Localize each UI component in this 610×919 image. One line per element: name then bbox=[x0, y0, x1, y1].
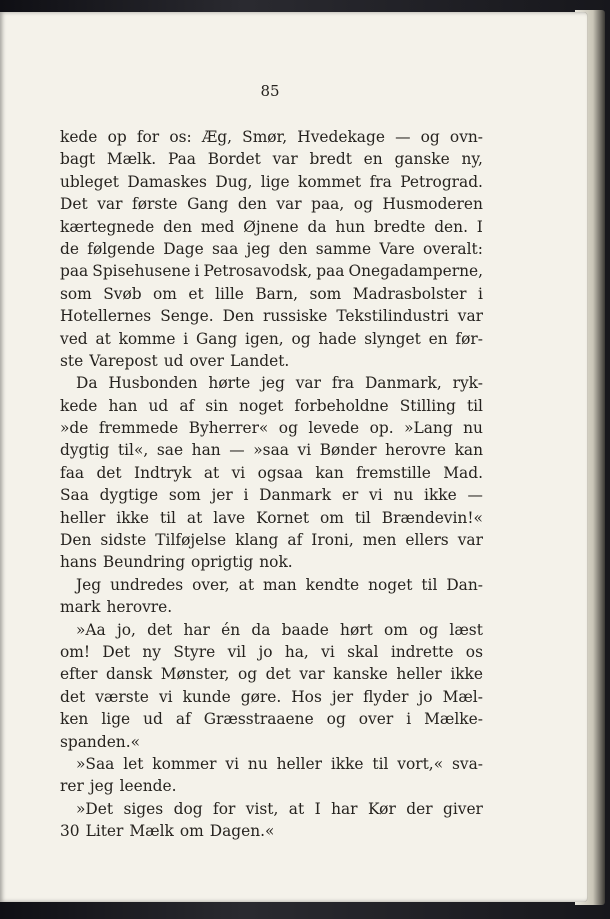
word: Indtryk bbox=[134, 463, 192, 482]
word: at bbox=[203, 463, 220, 482]
word: let bbox=[123, 754, 144, 773]
word: kærtegnede bbox=[60, 217, 155, 236]
word: da bbox=[251, 620, 271, 639]
word: — bbox=[229, 441, 245, 460]
word: en bbox=[363, 150, 383, 169]
word: læst bbox=[449, 620, 483, 639]
word: da bbox=[307, 217, 327, 236]
word: heller bbox=[396, 665, 442, 684]
text-line bbox=[60, 305, 483, 327]
word: noget bbox=[368, 575, 413, 594]
word: det bbox=[60, 687, 86, 706]
text-line bbox=[60, 216, 483, 238]
word: baade bbox=[281, 620, 329, 639]
word: det bbox=[147, 620, 173, 639]
text-line bbox=[60, 551, 483, 573]
word: nu bbox=[463, 419, 483, 438]
word: ovn- bbox=[449, 128, 483, 146]
word: Jeg bbox=[76, 575, 102, 594]
word: den bbox=[237, 195, 267, 214]
word: slynget bbox=[364, 329, 421, 348]
word: kede bbox=[60, 128, 98, 146]
word: Gang bbox=[187, 195, 229, 214]
text-line bbox=[60, 148, 483, 170]
word: til bbox=[354, 508, 371, 527]
word: I bbox=[476, 217, 483, 236]
text-line bbox=[60, 507, 483, 529]
word: af bbox=[179, 396, 195, 415]
word: Den bbox=[222, 307, 255, 326]
word: lige bbox=[101, 710, 131, 729]
word: Dug, bbox=[215, 172, 253, 191]
text-line bbox=[60, 484, 483, 506]
word: ha, bbox=[284, 642, 309, 661]
word: og bbox=[420, 128, 440, 146]
word: oprigtig bbox=[191, 553, 254, 572]
word: kede bbox=[60, 396, 98, 415]
word: af bbox=[287, 531, 303, 550]
word: og bbox=[353, 195, 373, 214]
word: over bbox=[189, 351, 224, 370]
text-line bbox=[60, 529, 483, 551]
word: Bønder bbox=[319, 441, 377, 460]
word: os: bbox=[169, 128, 192, 146]
word: Gang bbox=[195, 329, 238, 348]
word: var bbox=[272, 150, 298, 169]
word: var bbox=[97, 195, 123, 214]
word: Styre bbox=[173, 642, 216, 661]
text-line bbox=[60, 686, 483, 708]
word: ud bbox=[143, 710, 163, 729]
word: ubleget bbox=[60, 172, 119, 191]
word: Hvedekage bbox=[297, 128, 385, 146]
word: var bbox=[457, 307, 483, 326]
word: Senge. bbox=[160, 307, 214, 326]
word: ellers bbox=[405, 531, 449, 550]
word: om bbox=[383, 620, 408, 639]
word: Ironi, bbox=[311, 531, 354, 550]
word: Danmark, bbox=[364, 374, 442, 393]
word: var bbox=[299, 665, 325, 684]
word: vi bbox=[321, 642, 335, 661]
word: kendte bbox=[305, 575, 360, 594]
word: Mæl- bbox=[442, 687, 483, 706]
word: Petrograd. bbox=[400, 172, 483, 191]
word: kunde bbox=[182, 687, 231, 706]
word: jeg bbox=[89, 777, 114, 796]
word: Øjnene bbox=[243, 217, 299, 236]
word: Petrosavodsk, bbox=[203, 262, 313, 281]
text-line bbox=[60, 395, 483, 417]
text-line bbox=[60, 820, 483, 842]
word: faa bbox=[60, 463, 85, 482]
word: op bbox=[107, 128, 127, 146]
text-line bbox=[60, 798, 483, 820]
word: nok. bbox=[259, 553, 293, 572]
word: Dagen.« bbox=[209, 822, 275, 841]
text-line bbox=[60, 283, 483, 305]
word: »de bbox=[60, 419, 89, 438]
word: kommet bbox=[298, 172, 362, 191]
word: vi bbox=[225, 754, 240, 773]
text-line bbox=[60, 619, 483, 641]
word: til bbox=[372, 754, 389, 773]
word: med bbox=[200, 217, 235, 236]
word: sva- bbox=[451, 754, 483, 773]
word: kanske bbox=[333, 665, 388, 684]
word: Mælke- bbox=[424, 710, 483, 729]
word: at bbox=[186, 508, 203, 527]
word: han bbox=[191, 441, 221, 460]
word: over bbox=[358, 710, 394, 729]
word: ikke bbox=[330, 754, 364, 773]
word: hans bbox=[60, 553, 97, 572]
word: efter bbox=[60, 665, 98, 684]
word: om bbox=[319, 508, 344, 527]
word: at bbox=[288, 799, 305, 818]
word: om! bbox=[60, 642, 91, 661]
word: Den bbox=[60, 531, 92, 550]
word: gøre. bbox=[240, 687, 282, 706]
text-line bbox=[60, 462, 483, 484]
word: bredte bbox=[373, 217, 426, 236]
word: ganske bbox=[394, 150, 450, 169]
word: noget bbox=[239, 396, 284, 415]
word: Da bbox=[76, 374, 98, 393]
word: til«, bbox=[117, 441, 149, 460]
word: »Saa bbox=[76, 754, 115, 773]
word: fremmede bbox=[98, 419, 179, 438]
word: skal bbox=[347, 642, 379, 661]
word: undredes bbox=[110, 575, 184, 594]
word: komme bbox=[118, 329, 176, 348]
word: op. bbox=[369, 419, 394, 438]
word: herovre. bbox=[106, 598, 173, 617]
text-line bbox=[60, 574, 483, 596]
word: saa bbox=[212, 239, 239, 258]
text-line bbox=[60, 193, 483, 215]
word: og bbox=[419, 620, 439, 639]
word: af bbox=[175, 710, 191, 729]
word: kan bbox=[315, 463, 344, 482]
word: Kør bbox=[367, 799, 396, 818]
word: samme bbox=[315, 239, 372, 258]
word: for bbox=[136, 128, 160, 146]
word: Liter bbox=[85, 822, 124, 841]
word: »Aa bbox=[76, 620, 106, 639]
word: russiske bbox=[263, 307, 328, 326]
word: vi bbox=[369, 486, 383, 505]
word: Byherrer« bbox=[188, 419, 269, 438]
word: og bbox=[326, 710, 346, 729]
word: Kornet bbox=[256, 508, 310, 527]
text-line bbox=[60, 171, 483, 193]
word: nu bbox=[393, 486, 414, 505]
word: de bbox=[60, 239, 79, 258]
word: vi bbox=[158, 687, 173, 706]
word: Onegadamperne, bbox=[348, 262, 483, 281]
word: Beundring bbox=[102, 553, 186, 572]
word: overalt: bbox=[423, 239, 483, 258]
word: »Det bbox=[76, 799, 114, 818]
word: heller bbox=[60, 508, 106, 527]
word: én bbox=[221, 620, 241, 639]
word: lille bbox=[215, 284, 244, 303]
word: Æg, bbox=[201, 128, 232, 146]
word: var bbox=[295, 374, 321, 393]
word: han bbox=[108, 396, 138, 415]
word: om bbox=[153, 284, 177, 303]
word: jo bbox=[418, 687, 433, 706]
word: Vare bbox=[379, 239, 415, 258]
word: er bbox=[341, 486, 359, 505]
word: følgende bbox=[87, 239, 155, 258]
word: jo, bbox=[116, 620, 136, 639]
text-line bbox=[60, 126, 483, 148]
word: ny, bbox=[461, 150, 483, 169]
word: siges bbox=[123, 799, 164, 818]
word: Mælk. bbox=[106, 150, 157, 169]
word: har bbox=[331, 799, 358, 818]
word: var bbox=[276, 195, 302, 214]
word: der bbox=[406, 799, 433, 818]
text-line bbox=[60, 775, 483, 797]
text-line bbox=[60, 350, 483, 372]
word: »Lang bbox=[404, 419, 453, 438]
book-page bbox=[0, 12, 588, 902]
word: og bbox=[291, 329, 311, 348]
word: hørte bbox=[208, 374, 251, 393]
word: 30 bbox=[60, 822, 80, 841]
word: dansk bbox=[106, 665, 153, 684]
word: Barn, bbox=[255, 284, 299, 303]
word: Spisehusene bbox=[92, 262, 191, 281]
word: heller bbox=[276, 754, 322, 773]
word: vist, bbox=[245, 799, 279, 818]
body-text bbox=[60, 126, 483, 843]
word: — bbox=[395, 128, 411, 146]
word: men bbox=[362, 531, 397, 550]
page-number: 85 bbox=[260, 82, 280, 100]
word: dygtig bbox=[60, 441, 110, 460]
word: jer bbox=[211, 486, 233, 505]
word: bredt bbox=[309, 150, 352, 169]
word: ikke bbox=[450, 665, 483, 684]
text-line bbox=[60, 663, 483, 685]
word: Svøb bbox=[103, 284, 142, 303]
word: spanden.« bbox=[60, 732, 141, 751]
word: Hos bbox=[291, 687, 322, 706]
word: i bbox=[406, 710, 412, 729]
word: paa bbox=[60, 262, 89, 281]
word: ny bbox=[142, 642, 161, 661]
word: Varepost bbox=[89, 351, 158, 370]
word: klang bbox=[235, 531, 279, 550]
word: en bbox=[428, 329, 448, 348]
word: den bbox=[163, 217, 192, 236]
text-line bbox=[60, 753, 483, 775]
word: Paa bbox=[167, 150, 196, 169]
text-line bbox=[60, 238, 483, 260]
word: ryk- bbox=[452, 374, 483, 393]
word: Dage bbox=[163, 239, 204, 258]
text-line bbox=[60, 328, 483, 350]
word: Stilling bbox=[399, 396, 456, 415]
word: hun bbox=[335, 217, 366, 236]
word: Danmark bbox=[259, 486, 332, 505]
word: vil bbox=[227, 642, 247, 661]
word: Smør, bbox=[242, 128, 288, 146]
word: et bbox=[188, 284, 204, 303]
word: som bbox=[309, 284, 342, 303]
word: lige bbox=[260, 172, 290, 191]
word: i bbox=[194, 262, 200, 281]
word: indrette bbox=[390, 642, 454, 661]
word: før- bbox=[455, 329, 483, 348]
word: flyder bbox=[363, 687, 409, 706]
word: Mælk bbox=[129, 822, 174, 841]
word: paa, bbox=[311, 195, 345, 214]
word: Landet. bbox=[229, 351, 290, 370]
word: vort,« bbox=[397, 754, 444, 773]
word: ud bbox=[163, 351, 184, 370]
word: rer bbox=[60, 777, 84, 796]
word: Det bbox=[60, 195, 88, 214]
word: ste bbox=[60, 351, 84, 370]
word: jer bbox=[331, 687, 354, 706]
word: kan bbox=[454, 441, 483, 460]
word: Husbonden bbox=[108, 374, 198, 393]
word: i bbox=[243, 486, 249, 505]
word: leende. bbox=[119, 777, 177, 796]
word: for bbox=[213, 799, 236, 818]
word: igen, bbox=[245, 329, 284, 348]
word: paa bbox=[316, 262, 345, 281]
word: jeg bbox=[246, 239, 271, 258]
word: man bbox=[262, 575, 297, 594]
word: hade bbox=[318, 329, 357, 348]
text-line bbox=[60, 708, 483, 730]
text-line bbox=[60, 439, 483, 461]
word: fremstille bbox=[356, 463, 431, 482]
word: forbeholdne bbox=[294, 396, 389, 415]
word: Tilføjelse bbox=[155, 531, 227, 550]
word: »saa bbox=[253, 441, 289, 460]
word: Tekstilindustri bbox=[336, 307, 449, 326]
word: og bbox=[237, 665, 258, 684]
word: til bbox=[159, 508, 176, 527]
word: ogsaa bbox=[257, 463, 303, 482]
word: mark bbox=[60, 598, 101, 617]
word: dygtige bbox=[99, 486, 159, 505]
word: Dan- bbox=[446, 575, 483, 594]
word: Bordet bbox=[207, 150, 261, 169]
word: Mønster, bbox=[160, 665, 230, 684]
word: ken bbox=[60, 710, 89, 729]
word: Damaskes bbox=[127, 172, 207, 191]
word: ikke bbox=[424, 486, 457, 505]
word: det bbox=[265, 665, 291, 684]
word: i bbox=[183, 329, 189, 348]
text-line bbox=[60, 641, 483, 663]
text-line bbox=[60, 417, 483, 439]
word: fra bbox=[331, 374, 355, 393]
word: Hotellernes bbox=[60, 307, 152, 326]
word: nu bbox=[247, 754, 268, 773]
word: som bbox=[168, 486, 201, 505]
word: I bbox=[314, 799, 321, 818]
word: i bbox=[477, 284, 483, 303]
word: giver bbox=[442, 799, 483, 818]
word: det bbox=[96, 463, 122, 482]
text-line bbox=[60, 596, 483, 618]
word: om bbox=[179, 822, 204, 841]
word: dog bbox=[173, 799, 203, 818]
word: og bbox=[278, 419, 298, 438]
word: sae bbox=[156, 441, 184, 460]
word: lave bbox=[213, 508, 246, 527]
word: Det bbox=[102, 642, 131, 661]
word: ud bbox=[148, 396, 169, 415]
word: vi bbox=[297, 441, 312, 460]
word: sidste bbox=[100, 531, 147, 550]
word: som bbox=[60, 284, 92, 303]
word: levede bbox=[308, 419, 360, 438]
word: os bbox=[465, 642, 483, 661]
word: kommer bbox=[152, 754, 217, 773]
word: Madrasbolster bbox=[352, 284, 467, 303]
word: Husmoderen bbox=[382, 195, 483, 214]
word: bagt bbox=[60, 150, 96, 169]
word: den. bbox=[434, 217, 468, 236]
word: herovre bbox=[385, 441, 446, 460]
word: har bbox=[183, 620, 210, 639]
word: jeg bbox=[261, 374, 285, 393]
word: at bbox=[238, 575, 255, 594]
word: den bbox=[278, 239, 308, 258]
word: at bbox=[95, 329, 111, 348]
text-line bbox=[60, 260, 483, 282]
word: Saa bbox=[60, 486, 89, 505]
word: vi bbox=[231, 463, 246, 482]
word: over, bbox=[192, 575, 230, 594]
word: var bbox=[457, 531, 483, 550]
word: ved bbox=[60, 329, 88, 348]
word: værste bbox=[95, 687, 149, 706]
word: jo bbox=[258, 642, 273, 661]
word: Græsstraaene bbox=[203, 710, 314, 729]
word: hørt bbox=[340, 620, 373, 639]
word: ikke bbox=[116, 508, 149, 527]
text-line bbox=[60, 731, 483, 753]
word: Mad. bbox=[443, 463, 483, 482]
text-line bbox=[60, 372, 483, 394]
word: — bbox=[467, 486, 483, 505]
word: fra bbox=[369, 172, 392, 191]
word: til bbox=[421, 575, 438, 594]
word: sin bbox=[205, 396, 228, 415]
word: Brændevin!« bbox=[381, 508, 483, 527]
word: første bbox=[132, 195, 178, 214]
word: til bbox=[466, 396, 483, 415]
